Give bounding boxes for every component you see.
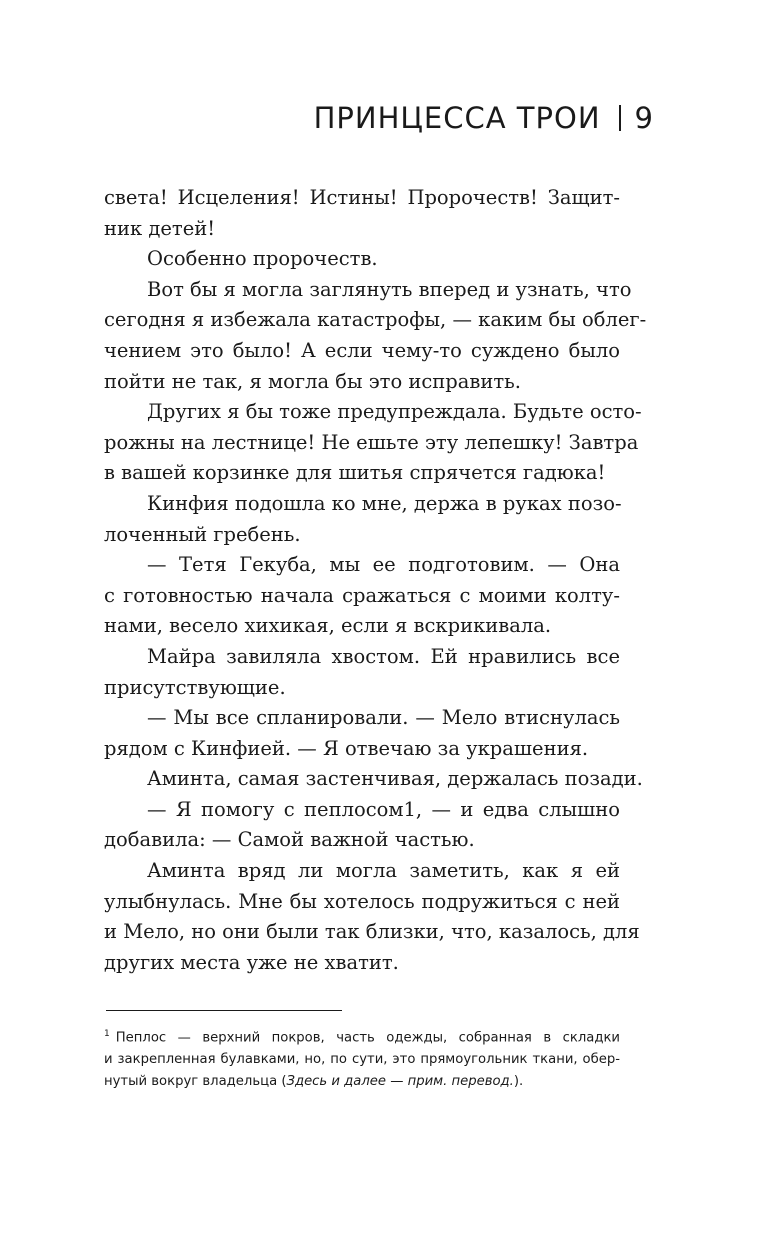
- running-header: [314, 96, 654, 140]
- footnote: [104, 1024, 620, 1092]
- page-number: 9: [634, 101, 654, 135]
- text-line: улыбнулась. Мне бы хотелось подружиться с ней: [104, 889, 620, 913]
- footnote-line: $^1$ Пеплос — верхний покров, часть одежды, собранная в складки: [104, 1029, 620, 1046]
- footnote-line: и закрепленная булавками, но, по сути, это прямоугольник ткани, обер-: [104, 1051, 620, 1067]
- text-line: ник детей!: [104, 216, 216, 240]
- text-line: Аминта, самая застенчивая, держалась позади.: [147, 767, 643, 791]
- text-line: Майра завиляла хвостом. Ей нравились все: [147, 644, 620, 668]
- text-line: чением это было! А если чему-то суждено было: [104, 338, 620, 362]
- text-line: Особенно пророчеств.: [147, 247, 378, 271]
- text-line: Аминта вряд ли могла заметить, как я ей: [147, 859, 620, 883]
- body-text: [104, 183, 647, 978]
- text-line: рядом с Кинфией. — Я отвечаю за украшения.: [104, 736, 589, 760]
- text-line: лоченный гребень.: [104, 522, 301, 546]
- text-line: с готовностью начала сражаться с моими колту-: [104, 583, 620, 607]
- text-line: Вот бы я могла заглянуть вперед и узнать, что: [147, 277, 632, 301]
- footnote-line: нутый вокруг владельца (Здесь и далее — прим. перевод.).: [104, 1073, 524, 1089]
- text-line: сегодня я избежала катастрофы, — каким бы облег-: [104, 308, 647, 332]
- text-line: добавила: — Самой важной частью.: [104, 828, 475, 852]
- text-line: других места уже не хватит.: [104, 950, 399, 974]
- text-line: — Тетя Гекуба, мы ее подготовим. — Она: [147, 553, 620, 577]
- text-line: Других я бы тоже предупреждала. Будьте осто-: [147, 400, 642, 424]
- footnote-marker: 1: [104, 1029, 110, 1039]
- text-line: — Я помогу с пеплосом1, — и едва слышно: [147, 797, 620, 821]
- text-line: Кинфия подошла ко мне, держа в руках позо-: [147, 491, 622, 515]
- header-separator: [619, 105, 621, 131]
- book-title: ПРИНЦЕССА ТРОИ: [313, 101, 601, 135]
- text-line: пойти не так, я могла бы это исправить.: [104, 369, 521, 393]
- text-line: в вашей корзинке для шитья спрячется гадюка!: [104, 461, 606, 485]
- text-line: и Мело, но они были так близки, что, казалось, для: [104, 920, 640, 944]
- text-line: нами, весело хихикая, если я вскрикивала.: [104, 614, 552, 638]
- footnote-divider: [106, 1010, 342, 1011]
- text-line: света! Исцеления! Истины! Пророчеств! Защит-: [104, 186, 620, 209]
- text-line: рожны на лестнице! Не ешьте эту лепешку! Завтра: [104, 430, 639, 454]
- text-line: — Мы все спланировали. — Мело втиснулась: [147, 706, 620, 730]
- text-line: присутствующие.: [104, 675, 286, 699]
